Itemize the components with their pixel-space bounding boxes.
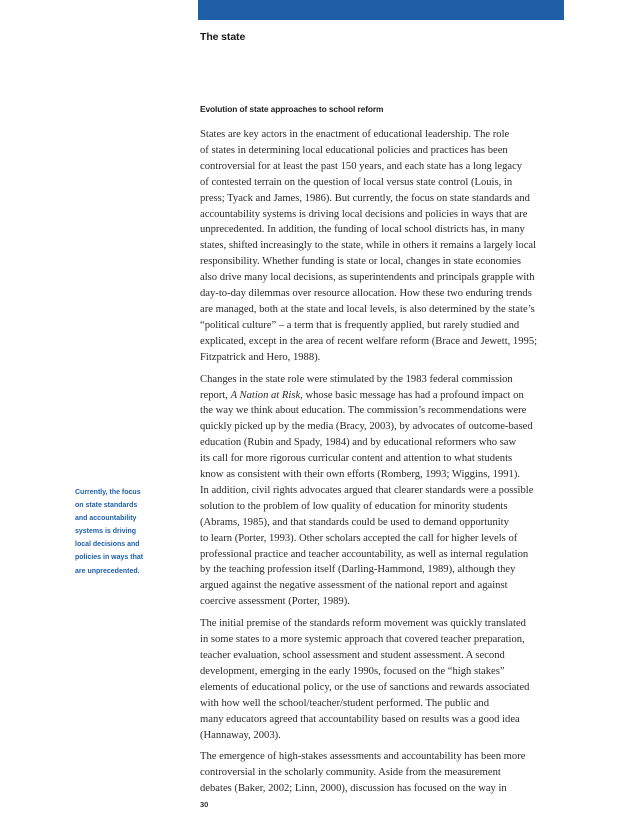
text-line: explicated, except in the area of recent welfare reform (Brace and Jewett, 1995; [200,335,538,347]
text-line: unprecedented. In addition, the funding of local school districts has, in many [200,224,525,236]
text-line: of contested terrain on the question of local versus state control (Louis, in [200,176,513,188]
text-line: “political culture” – a term that is frequently applied, but rarely studied and [200,319,520,331]
pull-quote [75,486,157,578]
text-line: quickly picked up by the media (Bracy, 2003), by advocates of outcome-based [200,421,533,433]
pull-quote-line: on state standards [75,502,138,510]
text-line: press; Tyack and James, 1986). But currently, the focus on state standards and [200,192,530,204]
section-title: The state [200,31,246,43]
text-line: States are key actors in the enactment of educational leadership. The role [200,129,510,140]
paragraph [200,372,571,611]
text-line: controversial in the scholarly community. Aside from the measurement [200,767,501,779]
text-line: its call for more rigorous curricular content and attention to what students [200,453,513,465]
text-line: many educators agreed that accountability based on results was a good idea [200,713,520,725]
text-line: with how well the school/teacher/student performed. The public and [200,697,489,709]
text-line: In addition, civil rights advocates argued that clearer standards were a possible [200,484,534,496]
text-line: teacher evaluation, school assessment and student assessment. A second [200,650,505,661]
text-line: (Abrams, 1985), and that standards could be used to demand opportunity [200,516,509,528]
text-line: report, A Nation at Risk, whose basic message has had a profound impact on [200,389,524,401]
text-line: know as consistent with their own efforts (Romberg, 1993; Wiggins, 1991). [200,469,521,481]
pull-quote-line: systems is driving [75,528,137,536]
text-line: debates (Baker, 2002; Linn, 2000), discussion has focused on the way in [200,783,507,795]
pull-quote-line: local decisions and [75,541,140,549]
text-line: responsibility. Whether funding is state or local, changes in state economies [200,256,521,268]
text-line: elements of educational policy, or the use of sanctions and rewards associated [200,681,530,693]
text-line: in some states to a more systemic approach that covered teacher preparation, [200,634,525,646]
text-line: also drive many local decisions, as superintendents and principals grapple with [200,272,535,284]
subheading: Evolution of state approaches to school reform [200,104,384,114]
text-line: Fitzpatrick and Hero, 1988). [200,351,321,363]
text-line: by the teaching profession itself (Darling-Hammond, 1989), although they [200,564,516,576]
text-line: are managed, both at the state and local levels, is also determined by the state’s [200,303,535,315]
text-line: to learn (Porter, 1993). Other scholars accepted the call for higher levels of [200,532,518,544]
body-text [200,127,571,803]
pull-quote-line: Currently, the focus [75,489,141,496]
text-line: The emergence of high-stakes assessments and accountability has been more [200,751,526,763]
pull-quote-line: and accountability [75,515,137,523]
text-line: argued against the negative assessment of the national report and against [200,580,508,592]
text-line: solution to the problem of low quality of education for minority students [200,500,508,512]
text-line: controversial for at least the past 150 years, and each state has a long legacy [200,160,523,172]
paragraph [200,127,571,366]
page-number: 30 [200,800,209,809]
pull-quote-line: policies in ways that [75,554,144,562]
pull-quote-line: are unprecedented. [75,567,140,575]
text-line: development, emerging in the early 1990s, focused on the “high stakes” [200,665,505,677]
text-line: (Hannaway, 2003). [200,729,281,741]
text-line: coercive assessment (Porter, 1989). [200,596,350,608]
text-line: the way we think about education. The commission’s recommendations were [200,405,527,417]
paragraph [200,616,571,743]
text-line: education (Rubin and Spady, 1984) and by educational reformers who saw [200,437,517,449]
text-line: Changes in the state role were stimulated by the 1983 federal commission [200,373,513,385]
text-line: states, shifted increasingly to the state, while in others it remains a largely local [200,240,537,252]
text-line: day-to-day dilemmas over resource allocation. How these two enduring trends [200,288,532,300]
header-accent-bar [198,0,564,20]
text-line: The initial premise of the standards reform movement was quickly translated [200,618,526,630]
text-line: professional practice and teacher accountability, as well as internal regulation [200,548,529,560]
paragraph [200,749,571,797]
text-line: of states in determining local educational policies and practices has been [200,144,508,156]
text-line: accountability systems is driving local decisions and policies in ways that are [200,208,528,220]
